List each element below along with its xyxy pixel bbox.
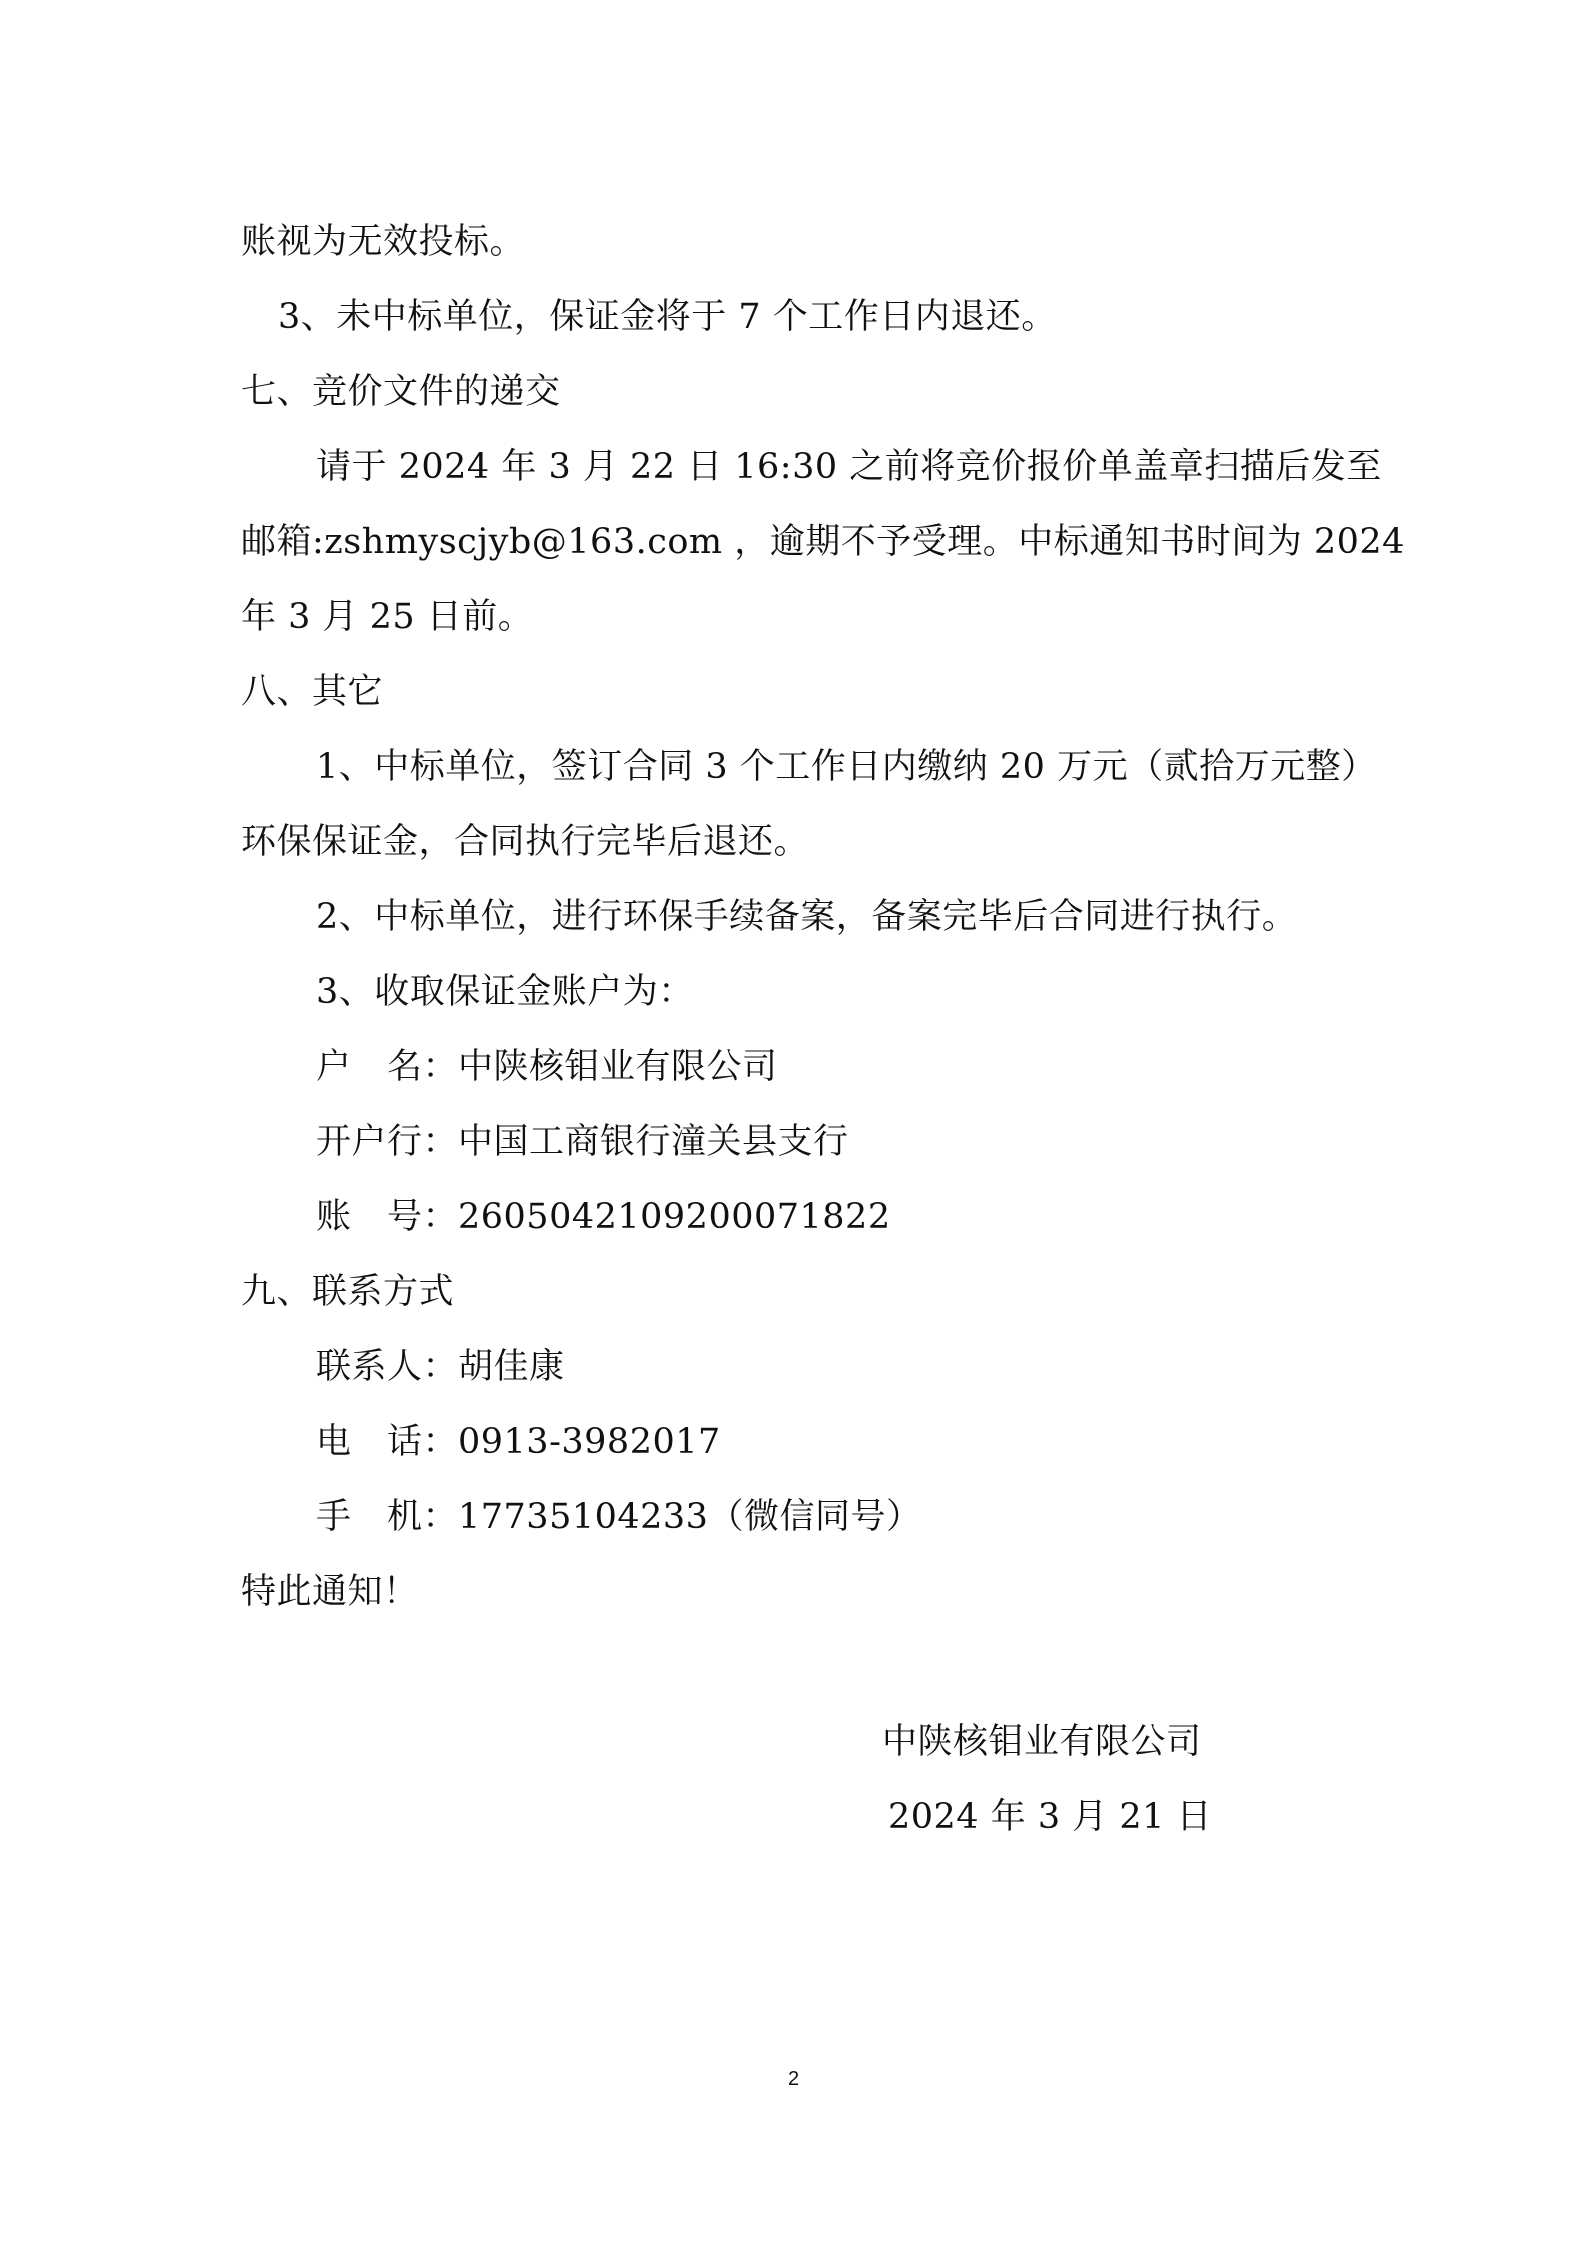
text-line: 环保保证金，合同执行完毕后退还。 bbox=[241, 822, 810, 862]
account-bank: 开户行：中国工商银行潼关县支行 bbox=[316, 1122, 849, 1162]
page-number: 2 bbox=[787, 2068, 800, 2090]
signature-company: 中陕核钼业有限公司 bbox=[882, 1722, 1202, 1762]
text-line: 账视为无效投标。 bbox=[241, 222, 526, 262]
signature-date: 2024 年 3 月 21 日 bbox=[888, 1797, 1213, 1837]
account-number: 账 号：2605042109200071822 bbox=[316, 1197, 891, 1237]
text-line: 3、未中标单位，保证金将于 7 个工作日内退还。 bbox=[278, 297, 1057, 337]
text-line: 3、收取保证金账户为： bbox=[316, 972, 694, 1012]
contact-mobile: 手 机：17735104233（微信同号） bbox=[316, 1497, 922, 1537]
account-name: 户 名：中陕核钼业有限公司 bbox=[316, 1047, 778, 1087]
text-line: 1、中标单位，签订合同 3 个工作日内缴纳 20 万元（贰拾万元整） bbox=[316, 747, 1377, 787]
text-line: 请于 2024 年 3 月 22 日 16:30 之前将竞价报价单盖章扫描后发至 bbox=[316, 447, 1382, 487]
text-line: 邮箱:zshmyscjyb@163.com ，逾期不予受理。中标通知书时间为 2024 bbox=[241, 522, 1405, 562]
section-heading: 七、竞价文件的递交 bbox=[241, 372, 561, 412]
text-line: 年 3 月 25 日前。 bbox=[241, 597, 534, 637]
closing-text: 特此通知！ bbox=[241, 1572, 419, 1612]
section-heading: 八、其它 bbox=[241, 672, 384, 712]
contact-person: 联系人：胡佳康 bbox=[316, 1347, 565, 1387]
contact-phone: 电 话：0913-3982017 bbox=[316, 1422, 721, 1462]
text-line: 2、中标单位，进行环保手续备案，备案完毕后合同进行执行。 bbox=[316, 897, 1298, 937]
section-heading: 九、联系方式 bbox=[241, 1272, 455, 1312]
